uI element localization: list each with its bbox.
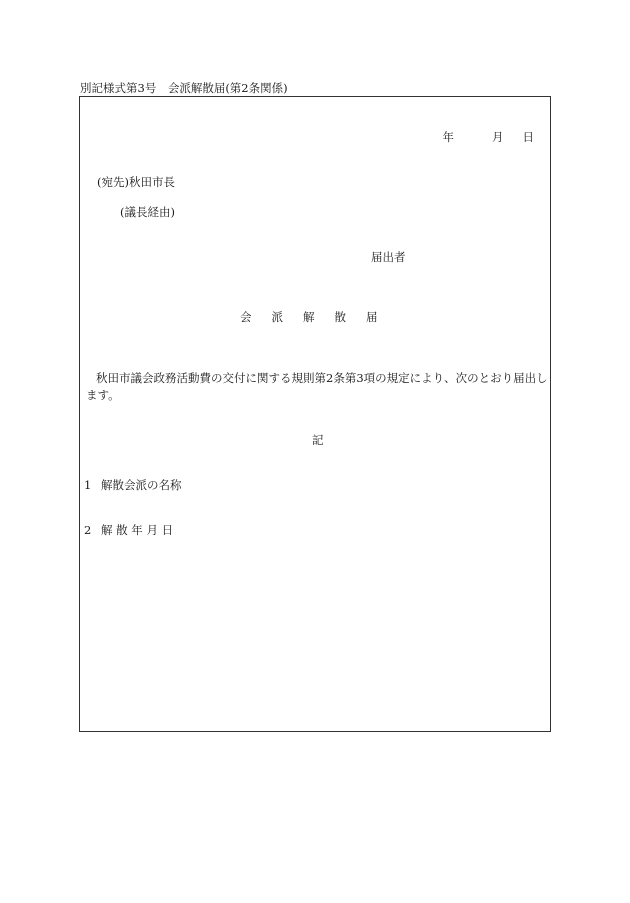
item-dissolved-faction-name: [84, 477, 182, 493]
date-month: 月: [492, 130, 504, 144]
date-line: [443, 129, 535, 145]
title-char: 散: [334, 310, 346, 324]
item-number: 2: [84, 523, 92, 537]
date-year: 年: [442, 130, 454, 144]
item-dissolution-date: [84, 522, 173, 538]
title-char: 解: [303, 310, 315, 324]
addressee: (宛先)秋田市長: [97, 175, 175, 189]
title-char: 届: [366, 310, 378, 324]
ki-heading: 記: [312, 433, 324, 447]
document-title: [240, 309, 378, 325]
item-number: 1: [84, 478, 92, 492]
body-text: 秋田市議会政務活動費の交付に関する規則第2条第3項の規定により、次のとおり届出します。: [86, 371, 548, 402]
form-header-title: 別記様式第3号 会派解散届(第2条関係): [80, 81, 288, 95]
title-char: 会: [240, 310, 252, 324]
item-label: 解散会派の名称: [101, 478, 182, 492]
form-frame: [79, 96, 551, 732]
date-day: 日: [522, 130, 534, 144]
via-chairman: (議長経由): [120, 205, 175, 219]
item-label: 解 散 年 月 日: [101, 523, 174, 537]
submitter-label: 届出者: [371, 250, 406, 264]
title-char: 派: [271, 310, 283, 324]
